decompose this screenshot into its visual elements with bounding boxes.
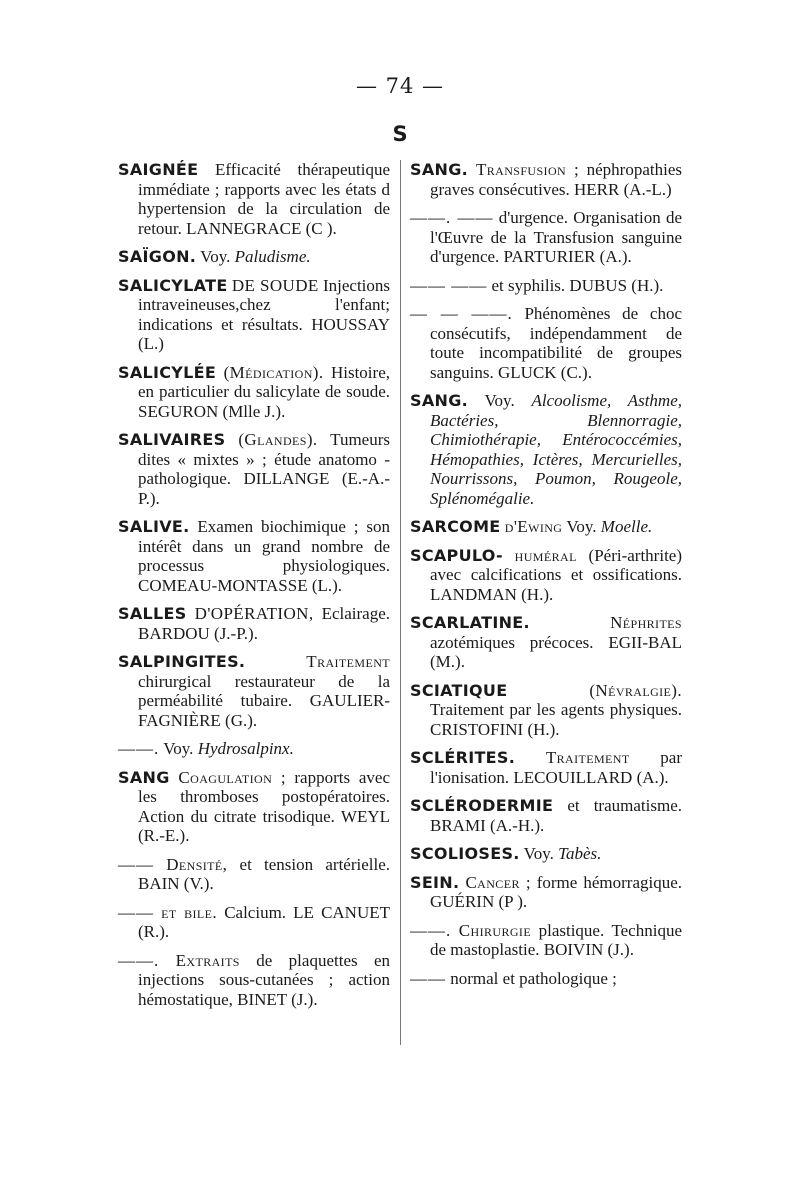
right-column [410,160,682,997]
index-entry [410,969,682,989]
index-entry [118,363,390,422]
entry-subheading: Densité, [166,854,228,874]
entry-dash: —— —— [410,275,488,295]
entry-subheading: (Névralgie). [589,680,682,700]
index-entry [410,160,682,199]
entry-subheading: Extraits [175,950,240,970]
entry-text: (Péri-arthrite) avec calcifications et ossifications. LANDMAN (H.). [430,545,682,604]
index-entry [410,681,682,740]
entry-subheading: (Médication). [223,362,324,382]
index-entry [410,796,682,835]
entry-text: Traitement par les agents physiques. CRISTOFINI (H.). [430,700,682,739]
entry-text: Voy. [163,739,194,758]
entry-text: chirurgical restaurateur de la perméabilité tubaire. GAULIER-FAGNIÈRE (G.). [138,671,390,730]
entry-text: Examen biochimique ; son intérêt dans un grand nombre de processus physiologiques. COMEAU-MONTASSE (L.). [138,517,390,595]
entry-subheading: Traitement [306,652,390,671]
entry-see-reference: Alcoolisme, Asthme, Bactéries, Blennorragie, Chimiothérapie, Entérococcémies, Hémopathies, Ictères, Mercurielles, Nourrissons, Poumon, Rougeole, Splénomégalie. [430,391,682,508]
index-entry [410,276,682,296]
page-number: — 74 — [355,74,445,98]
entry-headword: SALPINGITES. [118,652,246,671]
entry-dash: —— [118,902,154,922]
index-entry [118,739,390,759]
index-entry [118,951,390,1010]
entry-text: Histoire, en particulier du salicylate de soude. SEGURON (Mlle J.). [138,362,390,421]
entry-text: ; rapports avec les thromboses postopératoires. Action du citrate trisodique. WEYL (R.-E.). [138,767,390,845]
entry-text: Voy. [200,247,231,266]
entry-headword: SAÏGON. [118,247,197,266]
entry-dash: ——. [118,739,160,758]
entry-text: ; forme hémorragique. GUÉRIN (P ). [430,872,683,911]
entry-subheading: Transfusion [475,160,567,179]
index-entry [118,652,390,730]
entry-subheading: Traitement [545,748,630,767]
entry-subheading: Cancer [465,872,520,892]
entry-text: azotémiques précoces. EGII-BAL (M.). [430,632,682,671]
entry-text: Voy. [484,391,515,410]
entry-headword: SANG. [410,160,469,179]
entry-headword: SALICYLATE [118,275,228,295]
entry-headword: SANG. [410,391,469,410]
index-entry [410,613,682,672]
entry-headword: SCAPULO- [410,545,503,565]
entry-subheading: Chirurgie [458,920,532,940]
index-entry [118,903,390,942]
index-entry [410,921,682,960]
entry-headword: SALLES [118,604,187,623]
entry-text: Voy. [523,844,554,863]
entry-headword: SEIN. [410,872,460,892]
index-entry [118,855,390,894]
entry-subheading: Néphrites [610,613,682,632]
entry-text: et tension artérielle. BAIN (V.). [138,854,391,893]
entry-see-reference: Moelle. [600,517,653,536]
entry-headword: SCIATIQUE [410,680,508,700]
entry-dash: ——. [118,950,160,970]
index-entry [118,768,390,846]
entry-text: et traumatisme. BRAMI (A.-H.). [430,796,682,835]
index-entry [118,276,390,354]
entry-text: Injections intraveineuses,chez l'enfant; indications et résultats. HOUSSAY (L.) [138,275,391,353]
index-entry [410,873,682,912]
entry-text: d'urgence. Organisation de l'Œuvre de la Transfusion sanguine d'urgence. PARTURIER (A.). [430,208,683,266]
entry-see-reference: Paludisme. [234,247,311,266]
index-entry [118,430,390,508]
entry-headword: SALIVAIRES [118,430,226,449]
entry-text: ; néphropathies graves consécutives. HERR (A.-L.) [430,160,682,199]
entry-headword: SANG [118,767,170,787]
entry-subheading: d'Ewing [504,517,563,536]
index-entry [410,517,682,537]
entry-headword: SCARLATINE. [410,613,530,632]
entry-headword: SALICYLÉE [118,362,217,382]
entry-headword: SCOLIOSES. [410,844,520,863]
index-entry [410,208,682,267]
entry-text: Eclairage. BARDOU (J.-P.). [138,604,390,643]
index-entry [410,304,682,382]
index-entry [410,546,682,605]
index-entry [118,604,390,643]
entry-dash: — — ——. [410,304,513,323]
index-entry [118,160,390,238]
entry-subheading: D'OPÉRATION, [194,604,314,623]
index-entry [118,247,390,267]
index-entry [410,391,682,508]
left-column [118,160,390,1018]
entry-text: Phénomènes de choc consécutifs, indépendamment de toute incompatibilité de groupes sanguins. GLUCK (C.). [430,304,682,382]
index-entry [410,844,682,864]
entry-text: et syphilis. DUBUS (H.). [491,275,664,295]
entry-dash: ——. [410,920,452,940]
column-divider [400,160,401,1045]
entry-subheading: huméral [514,545,577,565]
entry-dash: —— [410,968,446,988]
entry-dash: —— [118,854,154,874]
entry-headword: SCLÉRITES. [410,748,516,767]
section-letter: S [392,122,408,146]
entry-text: Voy. [566,517,597,536]
entry-headword: SAIGNÉE [118,160,199,179]
entry-see-reference: Hydrosalpinx. [197,739,294,758]
entry-headword: SALIVE. [118,517,190,536]
index-entry [118,517,390,595]
entry-text: Efficacité thérapeutique immédiate ; rapports avec les états d hypertension de la circulation de retour. LANNEGRACE (C ). [138,160,391,238]
entry-text: par l'ionisation. LECOUILLARD (A.). [430,748,683,787]
entry-text: normal et pathologique ; [450,968,617,988]
entry-headword: SCLÉRODERMIE [410,796,554,815]
entry-dash: ——. —— [410,208,494,227]
entry-subheading: DE SOUDE [231,275,319,295]
index-entry [410,748,682,787]
entry-text: de plaquettes en injections sous-cutanées ; action hémostatique, BINET (J.). [138,950,391,1009]
entry-text: Calcium. LE CANUET (R.). [138,902,391,941]
entry-subheading: et bile. [161,902,218,922]
entry-text: plastique. Technique de mastoplastie. BOIVIN (J.). [430,920,682,959]
entry-headword: SARCOME [410,517,501,536]
entry-subheading: Coagulation [178,767,273,787]
entry-subheading: (Glandes). [238,430,318,449]
entry-see-reference: Tabès. [558,844,602,863]
entry-text: Tumeurs dites « mixtes » ; étude anatomo - pathologique. DILLANGE (E.-A.-P.). [138,430,390,508]
